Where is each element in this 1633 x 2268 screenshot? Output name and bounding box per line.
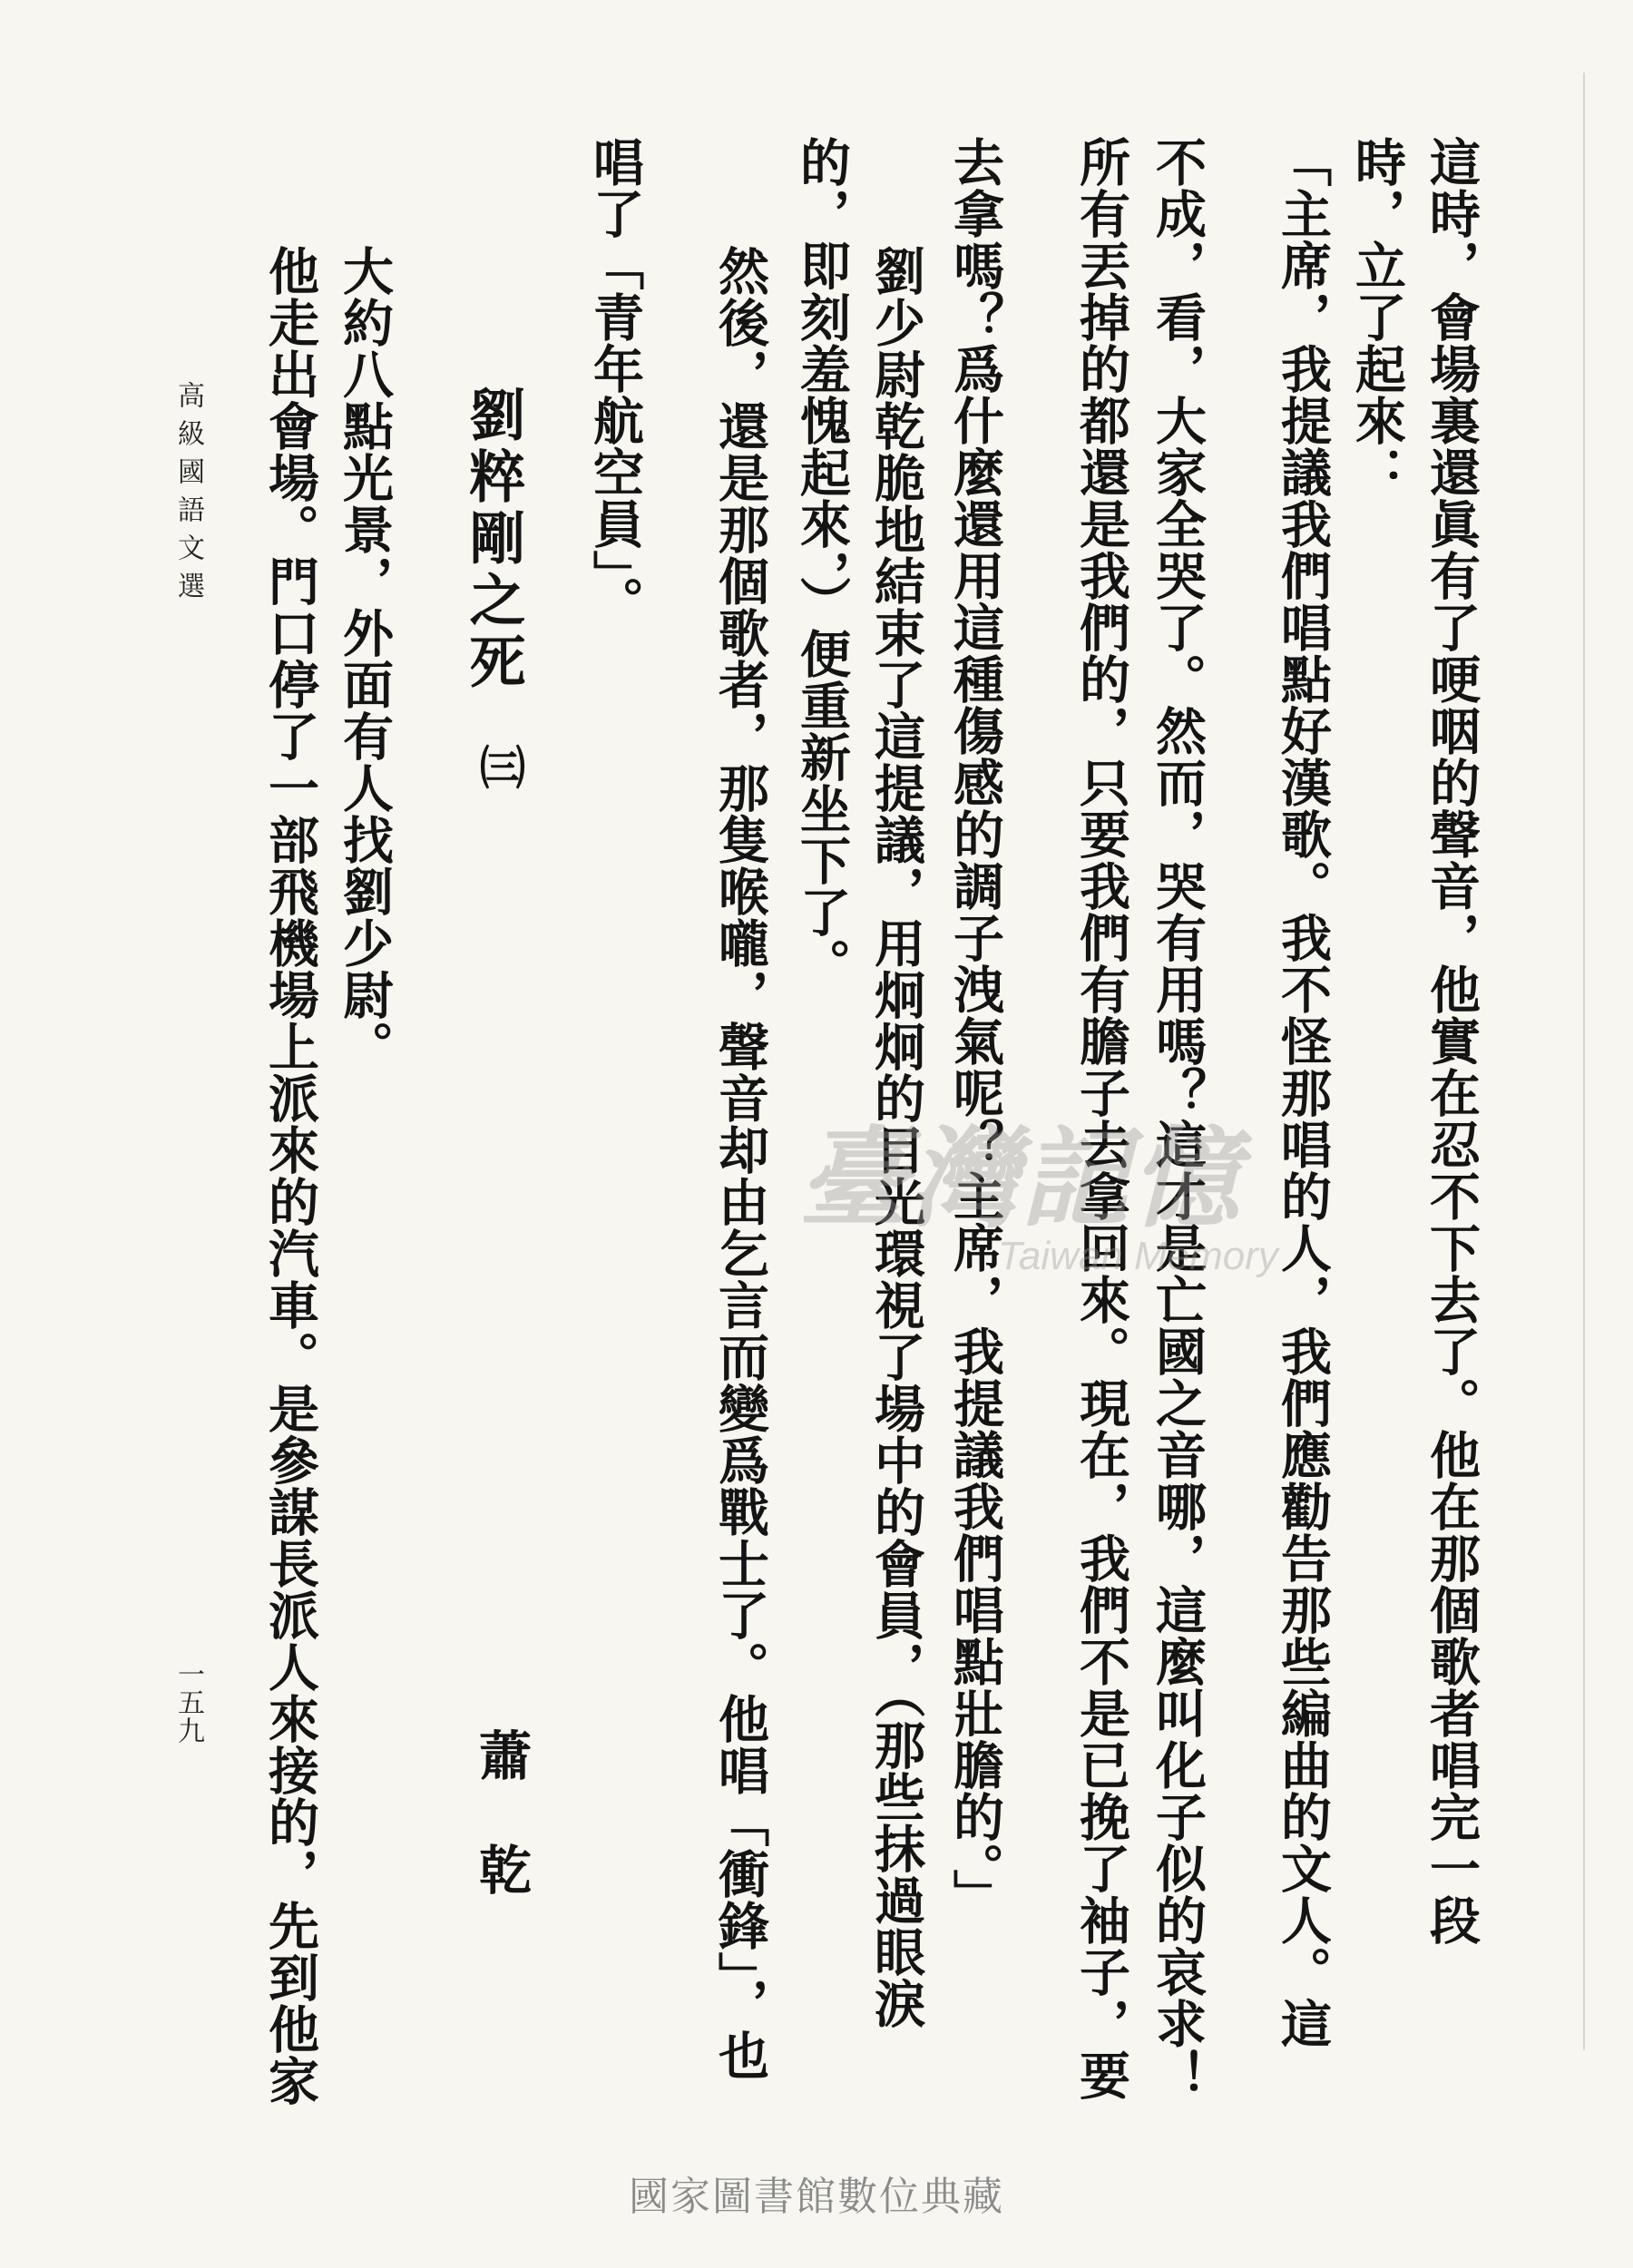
running-header: 高級國語文選 <box>172 381 204 610</box>
scan-edge-line <box>1583 73 1585 2050</box>
text-column-3: 「主席，我提議我們唱點好漢歌。我不怪那唱的人，我們應勸告那些編曲的文人。這 <box>1273 136 1333 2049</box>
text-column-7: 劉少尉乾脆地結束了這提議，用炯炯的目光環視了場中的會員，（那些抹過眼淚 <box>866 245 926 2029</box>
text-column-12: 他走出會場。門口停了一部飛機場上派來的汽車。是參謀長派人來接的，先到他家 <box>260 245 320 2107</box>
text-column-5: 所有丟掉的都還是我們的，只要我們有膽子去拿回來。現在，我們不是已挽了袖子，要 <box>1071 136 1131 2101</box>
section-author: 蕭乾 <box>470 1728 532 1957</box>
page-number: 一五九 <box>172 1660 204 1745</box>
watermark-cjk-text: 臺灣記憶 <box>798 1115 1241 1243</box>
archive-footer: 國家圖書館數位典藏 <box>629 2174 1004 2220</box>
watermark-en-text: Taiwan Memory <box>998 1234 1278 1278</box>
section-part-number: ㈢ <box>473 744 526 790</box>
text-column-10: 唱了「青年航空員」。 <box>585 136 645 628</box>
text-column-9: 然後，還是那個歌者，那隻喉嚨，聲音却由乞言而變爲戰士了。他唱「衝鋒」，也 <box>710 245 770 2081</box>
text-column-1: 這時，會場裏還眞有了哽咽的聲音，他實在忍不下去了。他在那個歌者唱完一段 <box>1422 136 1481 1946</box>
section-title: 劉粹剛之死 <box>460 386 526 694</box>
text-column-4: 不成，看，大家全哭了。然而，哭有用嗎？這才是亡國之音哪，這麼叫化子似的哀求！ <box>1148 136 1208 2101</box>
text-column-11: 大約八點光景，外面有人找劉少尉。 <box>335 245 395 1072</box>
text-column-8: 的，即刻羞愧起來，）便重新坐下了。 <box>792 136 852 990</box>
text-column-2: 時，立了起來： <box>1347 136 1407 498</box>
text-column-6: 去拿嗎？爲什麼還用這種傷感的調子洩氣呢？主席，我提議我們唱點壯膽的。」 <box>945 136 1005 1921</box>
